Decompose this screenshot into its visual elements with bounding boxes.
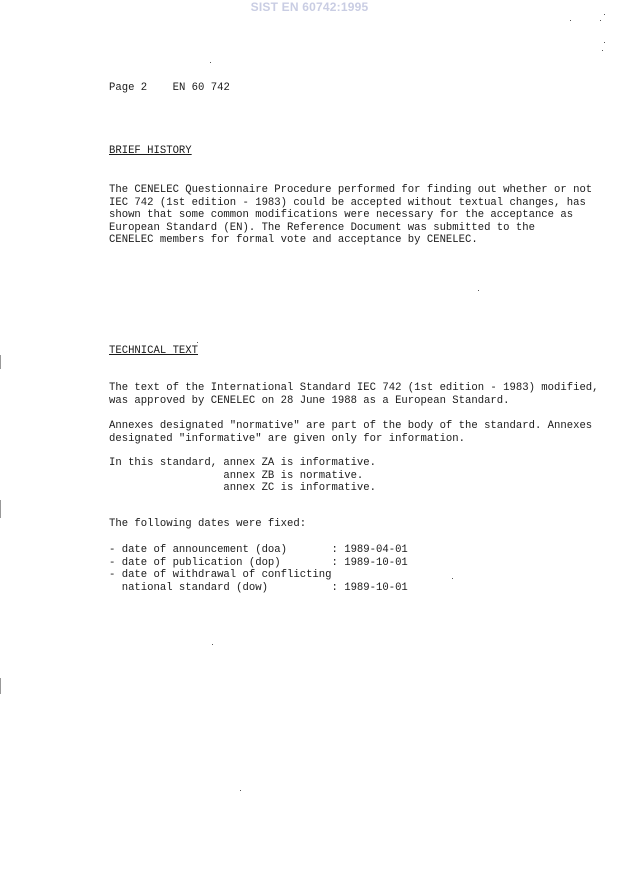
date-line: - date of withdrawal of conflicting bbox=[109, 569, 332, 582]
brief-history-line: shown that some common modifications were necessary for the acceptance as bbox=[109, 209, 574, 222]
brief-history-line: IEC 742 (1st edition - 1983) could be accepted without textual changes, has bbox=[109, 196, 586, 209]
scan-edge-mark bbox=[0, 678, 1, 694]
annex-line: annex ZC is informative. bbox=[109, 482, 377, 495]
brief-history-heading: BRIEF HISTORY bbox=[109, 145, 192, 157]
technical-para2-line: Annexes designated "normative" are part of the body of the standard. Annexes bbox=[109, 420, 593, 432]
scan-speck bbox=[197, 342, 198, 343]
scan-edge-mark bbox=[0, 500, 1, 518]
scan-speck bbox=[600, 20, 601, 21]
technical-text-heading: TECHNICAL TEXT bbox=[109, 345, 199, 357]
annex-line: In this standard, annex ZA is informative. bbox=[109, 457, 377, 469]
scan-speck bbox=[212, 644, 213, 645]
date-line: national standard (dow) : 1989-10-01 bbox=[109, 581, 408, 594]
brief-history-line: The CENELEC Questionnaire Procedure performed for finding out whether or not bbox=[109, 184, 593, 196]
watermark-text: SIST EN 60742:1995 bbox=[250, 0, 369, 14]
scan-speck bbox=[240, 790, 241, 791]
scan-speck bbox=[604, 14, 605, 15]
standard-reference: EN 60 742 bbox=[172, 82, 230, 94]
technical-para2-line: designated "informative" are given only for information. bbox=[109, 432, 466, 445]
dates-intro: The following dates were fixed: bbox=[109, 518, 307, 530]
scan-speck bbox=[604, 42, 605, 43]
scan-speck bbox=[452, 578, 453, 579]
page-header bbox=[109, 82, 230, 95]
scan-speck bbox=[570, 20, 571, 21]
scan-speck bbox=[602, 50, 603, 51]
scan-speck bbox=[478, 290, 479, 291]
scan-edge-mark bbox=[0, 355, 1, 369]
page-number: Page 2 bbox=[109, 82, 148, 94]
technical-para1-line: The text of the International Standard IEC 742 (1st edition - 1983) modified, bbox=[109, 382, 599, 394]
date-line: - date of announcement (doa) : 1989-04-01 bbox=[109, 544, 408, 556]
brief-history-line: CENELEC members for formal vote and acceptance by CENELEC. bbox=[109, 234, 478, 247]
annex-line: annex ZB is normative. bbox=[109, 469, 364, 482]
date-line: - date of publication (dop) : 1989-10-01 bbox=[109, 556, 408, 569]
brief-history-line: European Standard (EN). The Reference Document was submitted to the bbox=[109, 221, 535, 234]
technical-para1-line: was approved by CENELEC on 28 June 1988 as a European Standard. bbox=[109, 394, 510, 407]
scan-speck bbox=[210, 62, 211, 63]
